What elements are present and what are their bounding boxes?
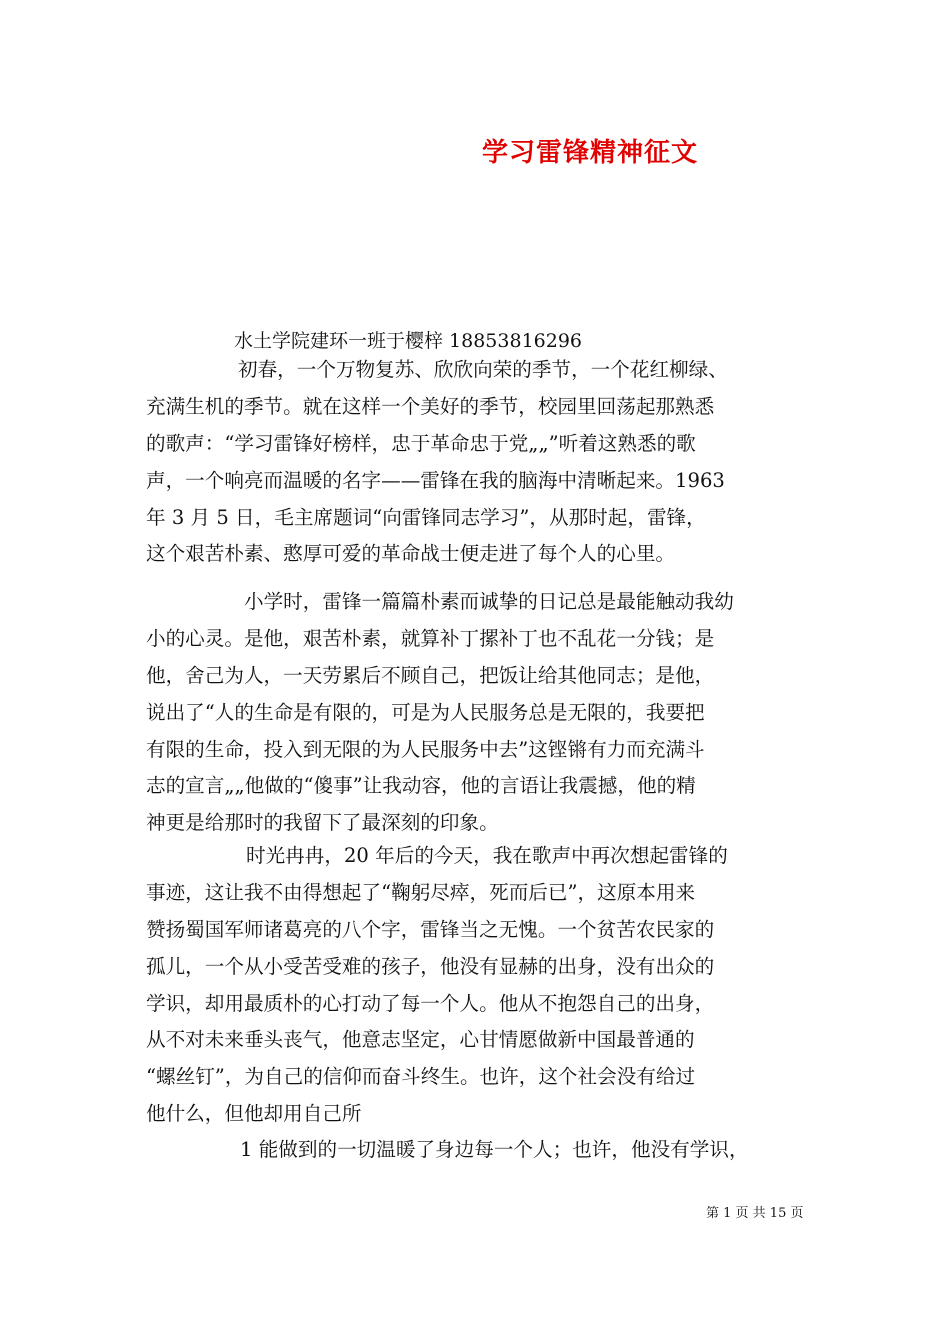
paragraph-line: 学识，却用最质朴的心打动了每一个人。他从不抱怨自己的出身， (146, 991, 715, 1015)
paragraph-4 (146, 1132, 813, 1169)
paragraph-line: 这个艰苦朴素、憨厚可爱的革命战士便走进了每个人的心里。 (146, 542, 676, 566)
paragraph-line: 小的心灵。是他，艰苦朴素，就算补丁摞补丁也不乱花一分钱；是 (146, 626, 715, 650)
paragraph-line: 有限的生命，投入到无限的为人民服务中去”这铿锵有力而充满斗 (146, 737, 705, 761)
paragraph-line: 他什么，但他却用自己所 (146, 1102, 362, 1126)
paragraph-line: 赞扬蜀国军师诸葛亮的八个字，雷锋当之无愧。一个贫苦农民家的 (146, 917, 715, 941)
paragraph-line: 神更是给那时的我留下了最深刻的印象。 (146, 811, 499, 835)
paragraph-1 (146, 352, 813, 573)
document-title: 学习雷锋精神征文 (481, 138, 698, 168)
paragraph-line: 初春，一个万物复苏、欣欣向荣的季节，一个花红柳绿、 (238, 358, 728, 381)
paragraph-line: 志的宣言„„他做的“傻事”让我动容，他的言语让我震撼，他的精 (146, 774, 696, 798)
paragraph-line: “螺丝钉”，为自己的信仰而奋斗终生。也许，这个社会没有给过 (146, 1065, 696, 1089)
paragraph-line: 的歌声：“学习雷锋好榜样，忠于革命忠于党„„”听着这熟悉的歌 (146, 431, 696, 455)
paragraph-line: 1 能做到的一切温暖了身边每一个人；也许，他没有学识， (240, 1138, 749, 1161)
page-footer: 第 1 页 共 15 页 (706, 1206, 804, 1221)
paragraph-line: 他，舍己为人，一天劳累后不顾自己，把饭让给其他同志；是他， (146, 663, 715, 687)
paragraph-line: 年 3 月 5 日，毛主席题词“向雷锋同志学习”，从那时起，雷锋， (146, 505, 706, 529)
paragraph-line: 事迹，这让我不由得想起了“鞠躬尽瘁，死而后已”，这原本用来 (146, 880, 696, 904)
paragraph-line: 说出了“人的生命是有限的，可是为人民服务总是无限的，我要把 (146, 700, 705, 724)
paragraph-line: 充满生机的季节。就在这样一个美好的季节，校园里回荡起那熟悉 (146, 394, 715, 418)
paragraph-line: 声，一个响亮而温暖的名字——雷锋在我的脑海中清晰起来。1963 (146, 468, 725, 492)
paragraph-2 (146, 584, 813, 842)
paragraph-line: 孤儿，一个从小受苦受难的孩子，他没有显赫的出身，没有出众的 (146, 954, 715, 978)
paragraph-line: 小学时，雷锋一篇篇朴素而诚挚的日记总是最能触动我幼 (244, 590, 734, 613)
paragraph-line: 时光冉冉，20 年后的今天，我在歌声中再次想起雷锋的 (246, 844, 728, 867)
paragraph-line: 从不对未来垂头丧气，他意志坚定，心甘情愿做新中国最普通的 (146, 1028, 695, 1052)
author-line: 水土学院建环一班于樱梓 18853816296 (234, 330, 583, 352)
paragraph-3 (146, 838, 813, 1133)
